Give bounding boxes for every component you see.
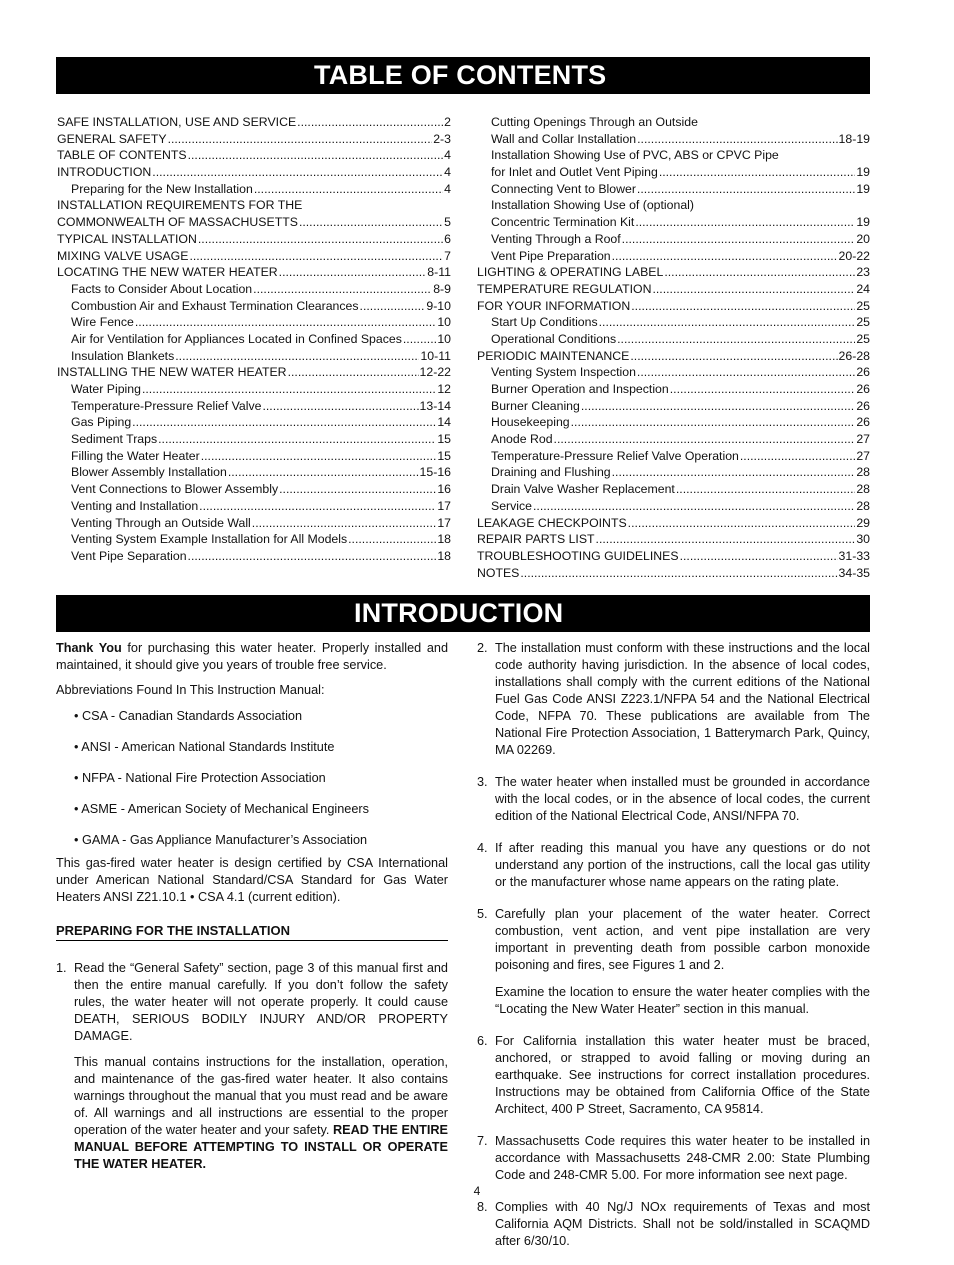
toc-dot-leader: [152, 165, 443, 179]
certification-paragraph: This gas-fired water heater is design certified by CSA International under American National Standard/CSA Standard for Gas Water Heaters ANSI Z21.10.1 • CSA 4.1 (current edition).: [56, 856, 448, 904]
toc-entry-page: 26: [856, 365, 870, 380]
toc-entry: [57, 349, 451, 366]
thank-you-paragraph: [56, 640, 448, 674]
toc-entry: [477, 465, 870, 482]
toc-entry: [477, 499, 870, 516]
toc-entry-page: 19: [856, 165, 870, 180]
toc-entry-title: Burner Operation and Inspection: [491, 382, 669, 396]
thank-you-bold: Thank You: [56, 641, 122, 655]
toc-entry-page: 19: [856, 215, 870, 230]
toc-entry-title: Start Up Conditions: [491, 315, 598, 330]
toc-entry: [477, 399, 870, 416]
toc-dot-leader: [637, 132, 837, 146]
toc-dot-leader: [571, 415, 856, 429]
toc-dot-leader: [612, 249, 838, 263]
toc-dot-leader: [279, 482, 436, 496]
toc-entry-title: Venting and Installation: [71, 498, 199, 513]
toc-entry-page: 27: [856, 448, 870, 463]
introduction-left-column: [56, 640, 448, 1173]
toc-entry-page: 15: [437, 448, 451, 463]
toc-entry-page: 15-16: [419, 465, 451, 480]
toc-entry-title: Venting System Example Installation for All Models: [71, 532, 348, 547]
toc-entry-title: LOCATING THE NEW WATER HEATER: [57, 265, 278, 280]
toc-dot-leader: [612, 465, 856, 479]
toc-entry-title: Vent Pipe Separation: [71, 548, 187, 563]
toc-entry-page: 18: [437, 548, 451, 563]
toc-entry-title: NOTES: [477, 565, 520, 580]
toc-entry: [477, 332, 870, 349]
toc-dot-leader: [617, 332, 855, 346]
toc-entry-title: Installation Showing Use of (optional): [491, 198, 695, 213]
toc-entry-page: 13-14: [419, 398, 451, 413]
toc-entry-title: Temperature-Pressure Relief Valve: [71, 398, 262, 413]
toc-entry: [477, 566, 870, 583]
toc-left-column: [57, 115, 451, 566]
toc-entry-title: Venting Through an Outside Wall: [71, 515, 251, 530]
toc-entry-page: 30: [856, 532, 870, 547]
toc-entry-page: 25: [856, 315, 870, 330]
toc-dot-leader: [680, 549, 838, 563]
item-1-warning-bold: READ THE ENTIRE MANUAL BEFORE ATTEMPTING TO INSTALL OR OPERATE THE WATER HEATER.: [74, 1123, 448, 1171]
toc-entry-page: 17: [437, 498, 451, 513]
toc-dot-leader: [262, 399, 418, 413]
toc-entry: [57, 182, 451, 199]
toc-dot-leader: [297, 115, 443, 129]
toc-entry-page: 5: [444, 215, 451, 230]
toc-dot-leader: [628, 516, 856, 530]
toc-title: TABLE OF CONTENTS: [314, 60, 607, 90]
toc-dot-leader: [652, 282, 855, 296]
toc-entry-page: 24: [856, 281, 870, 296]
toc-dot-leader: [659, 165, 856, 179]
toc-entry: [57, 432, 451, 449]
toc-entry-page: 6: [444, 231, 451, 246]
toc-entry: [477, 148, 870, 165]
toc-entry-page: 25: [856, 298, 870, 313]
toc-dot-leader: [599, 315, 856, 329]
preparing-installation-heading: PREPARING FOR THE INSTALLATION: [56, 922, 448, 941]
toc-entry: [477, 415, 870, 432]
toc-entry-page: 34-35: [838, 565, 870, 580]
toc-dot-leader: [622, 232, 856, 246]
toc-dot-leader: [581, 399, 855, 413]
toc-dot-leader: [554, 432, 856, 446]
toc-entry: [477, 115, 870, 132]
toc-entry-page: 18-19: [838, 131, 870, 146]
toc-entry-title: Vent Connections to Blower Assembly: [71, 482, 279, 497]
toc-entry: [57, 115, 451, 132]
toc-entry: [477, 265, 870, 282]
toc-entry-title: Venting System Inspection: [491, 365, 636, 380]
toc-entry-title: PERIODIC MAINTENANCE: [477, 348, 630, 363]
toc-entry-title: Insulation Blankets: [71, 348, 175, 363]
toc-dot-leader: [132, 415, 436, 429]
toc-dot-leader: [403, 332, 436, 346]
toc-entry: [477, 198, 870, 215]
toc-entry-title: INTRODUCTION: [57, 165, 152, 180]
toc-entry-page: 8-11: [427, 265, 451, 280]
toc-dot-leader: [252, 516, 437, 530]
toc-entry: [57, 449, 451, 466]
toc-dot-leader: [198, 232, 443, 246]
toc-entry-title: Wall and Collar Installation: [491, 131, 637, 146]
toc-entry: [477, 182, 870, 199]
toc-entry: [57, 549, 451, 566]
toc-entry-page: 10: [437, 315, 451, 330]
toc-entry: [477, 432, 870, 449]
toc-dot-leader: [740, 449, 855, 463]
toc-entry-title: Burner Cleaning: [491, 398, 580, 413]
toc-entry: [57, 249, 451, 266]
toc-entry-page: 28: [856, 498, 870, 513]
item-1-paragraph-1: Read the “General Safety” section, page 3 of this manual first and then the entire manual carefully. If you don’t follow the safety rules, the water heater will not operate properly. It could cause DEATH, SERIOUS BODILY INJURY AND/OR PROPERTY DAMAGE.: [74, 961, 448, 1043]
toc-entry-title: for Inlet and Outlet Vent Piping: [491, 165, 658, 180]
introduction-title-banner: [56, 595, 870, 632]
toc-dot-leader: [228, 465, 419, 479]
toc-dot-leader: [288, 365, 419, 379]
toc-entry: [57, 299, 451, 316]
toc-entry: [57, 132, 451, 149]
toc-entry-title: Vent Pipe Preparation: [491, 248, 611, 263]
introduction-title: INTRODUCTION: [354, 598, 564, 628]
toc-entry: [57, 499, 451, 516]
toc-entry-title: REPAIR PARTS LIST: [477, 532, 595, 547]
toc-entry: [57, 165, 451, 182]
toc-entry-title: Draining and Flushing: [491, 465, 611, 480]
toc-entry: [57, 148, 451, 165]
thank-you-text: for purchasing this water heater. Properly installed and maintained, it should give you years of trouble free service.: [56, 641, 448, 672]
toc-entry-title: Installation Showing Use of PVC, ABS or CPVC Pipe: [491, 148, 779, 163]
toc-entry-page: 26-28: [838, 348, 870, 363]
toc-entry-title: Blower Assembly Installation: [71, 465, 227, 480]
toc-entry-page: 4: [444, 148, 451, 163]
toc-entry-page: 29: [856, 515, 870, 530]
toc-entry-page: 20-22: [838, 248, 870, 263]
toc-entry: [57, 532, 451, 549]
toc-entry: [477, 482, 870, 499]
toc-entry-title: Water Piping: [71, 382, 141, 396]
toc-entry-title: FOR YOUR INFORMATION: [477, 298, 631, 313]
toc-entry-title: INSTALLING THE NEW WATER HEATER: [57, 365, 287, 380]
toc-entry: [477, 349, 870, 366]
toc-entry-page: 27: [856, 432, 870, 447]
toc-dot-leader: [631, 299, 855, 313]
toc-entry-title: Air for Ventilation for Appliances Located in Confined Spaces: [71, 331, 402, 346]
toc-entry: [477, 315, 870, 332]
toc-entry-page: 17: [437, 515, 451, 530]
toc-entry: [477, 516, 870, 533]
toc-right-column: [477, 115, 870, 582]
toc-entry: [57, 382, 451, 399]
toc-entry: [477, 232, 870, 249]
toc-entry-title: GENERAL SAFETY: [57, 131, 167, 146]
toc-entry: [477, 365, 870, 382]
toc-dot-leader: [158, 432, 436, 446]
toc-entry-page: 4: [444, 181, 451, 196]
toc-entry-page: 20: [856, 231, 870, 246]
toc-entry-page: 12: [437, 382, 451, 396]
toc-entry: [57, 482, 451, 499]
toc-entry: [57, 365, 451, 382]
abbreviation-item: • ASME - American Society of Mechanical Engineers: [74, 802, 369, 816]
toc-dot-leader: [635, 215, 855, 229]
toc-entry: [477, 282, 870, 299]
numbered-item-6: 6. For California installation this water heater must be braced, anchored, or strapped to avoid falling or moving during an earthquake. See instructions for correct installation procedures. Instructions may be obtained from California Office of the State Architect, 400 P Street, Sacramento, CA 95814.: [477, 1034, 870, 1116]
toc-entry-title: Cutting Openings Through an Outside: [491, 115, 698, 129]
toc-dot-leader: [135, 315, 436, 329]
toc-entry: [57, 399, 451, 416]
item-1-paragraph-2: This manual contains instructions for the installation, operation, and maintenance of the gas-fired water heater. It also contains warnings throughout the manual that you must read and be aware of. All warnings and all instructions are essential to the proper operation of the water heater and your safety. READ THE ENTIRE MANUAL BEFORE ATTEMPTING TO INSTALL OR OPERATE THE WATER HEATER.: [74, 1055, 448, 1171]
toc-dot-leader: [253, 282, 432, 296]
toc-dot-leader: [637, 365, 855, 379]
toc-dot-leader: [520, 566, 837, 580]
toc-entry-page: 4: [444, 165, 451, 180]
toc-dot-leader: [676, 482, 855, 496]
toc-entry-title: Concentric Termination Kit: [491, 215, 635, 230]
toc-dot-leader: [142, 382, 436, 396]
toc-entry-page: 12-22: [419, 365, 451, 380]
toc-entry-title: Housekeeping: [491, 415, 570, 430]
toc-entry: [57, 198, 451, 215]
toc-entry-title: SAFE INSTALLATION, USE AND SERVICE: [57, 115, 297, 129]
toc-entry-title: Drain Valve Washer Replacement: [491, 482, 675, 497]
toc-entry-title: Sediment Traps: [71, 432, 158, 447]
toc-entry-title: INSTALLATION REQUIREMENTS FOR THE: [57, 198, 303, 213]
toc-entry: [57, 465, 451, 482]
toc-entry: [477, 532, 870, 549]
toc-entry: [477, 215, 870, 232]
toc-entry-page: 10: [437, 331, 451, 346]
toc-dot-leader: [596, 532, 856, 546]
toc-entry-page: 28: [856, 482, 870, 497]
toc-dot-leader: [201, 449, 437, 463]
abbreviation-item: • CSA - Canadian Standards Association: [74, 709, 303, 723]
toc-entry-page: 7: [444, 248, 451, 263]
item-number: 1.: [56, 961, 67, 975]
numbered-item-5: 5. Carefully plan your placement of the water heater. Correct combustion, vent action, and vent pipe installation are very important in preventing death from possible carbon monoxide poisoning and fires, see Figures 1 and 2. Examine the location to ensure the water heater complies with the “Locating the New Water Heater” section in this manual.: [477, 907, 870, 1016]
toc-entry: [57, 315, 451, 332]
toc-dot-leader: [533, 499, 855, 513]
toc-entry-title: TROUBLESHOOTING GUIDELINES: [477, 548, 679, 563]
toc-entry: [477, 165, 870, 182]
toc-entry-title: Gas Piping: [71, 415, 132, 430]
toc-entry-title: LIGHTING & OPERATING LABEL: [477, 265, 664, 280]
page-number: 4: [473, 1184, 481, 1198]
abbreviation-item: • ANSI - American National Standards Institute: [74, 740, 335, 754]
toc-entry-page: 26: [856, 415, 870, 430]
numbered-item-1: [56, 960, 448, 1173]
toc-dot-leader: [175, 349, 419, 363]
toc-entry-title: Temperature-Pressure Relief Valve Operation: [491, 448, 739, 463]
introduction-right-column: [477, 640, 870, 1265]
toc-entry-title: Operational Conditions: [491, 331, 617, 346]
toc-entry: [477, 382, 870, 399]
toc-dot-leader: [279, 265, 427, 279]
toc-entry-page: 19: [856, 181, 870, 196]
toc-entry: [57, 232, 451, 249]
toc-entry-title: Filling the Water Heater: [71, 448, 200, 463]
numbered-item-3: 3. The water heater when installed must be grounded in accordance with the local codes, or in the absence of local codes, the current edition of the National Electrical Code, ANSI/NFPA 70.: [477, 775, 870, 823]
toc-dot-leader: [348, 532, 436, 546]
abbreviation-item: • GAMA - Gas Appliance Manufacturer’s Association: [74, 833, 368, 847]
toc-entry-page: 25: [856, 331, 870, 346]
toc-dot-leader: [188, 549, 437, 563]
toc-entry-page: 14: [437, 415, 451, 430]
toc-entry: [57, 516, 451, 533]
numbered-item-4: 4. If after reading this manual you have any questions or do not understand any portion of the instructions, call the local gas utility or the manufacturer whose name appears on the rating plate.: [477, 841, 870, 889]
toc-entry-title: TEMPERATURE REGULATION: [477, 281, 652, 296]
toc-dot-leader: [168, 132, 433, 146]
toc-entry-page: 16: [437, 482, 451, 497]
toc-entry-page: 10-11: [420, 348, 451, 363]
abbreviations-list: [56, 708, 448, 849]
toc-entry-title: Service: [491, 498, 533, 513]
numbered-item-8: 8. Complies with 40 Ng/J NOx requirements of Texas and most California AQM Districts. Shall not be sold/installed in SCAQMD after 6/30/10.: [477, 1200, 870, 1248]
toc-entry-title: MIXING VALVE USAGE: [57, 248, 189, 263]
toc-entry-title: Connecting Vent to Blower: [491, 181, 636, 196]
toc-entry-page: 26: [856, 382, 870, 396]
toc-entry: [477, 299, 870, 316]
toc-entry-page: 23: [856, 265, 870, 280]
toc-dot-leader: [188, 148, 444, 162]
toc-dot-leader: [664, 265, 855, 279]
toc-entry-title: TYPICAL INSTALLATION: [57, 231, 197, 246]
numbered-item-7: 7. Massachusetts Code requires this water heater to be installed in accordance with Massachusetts 248-CMR 2.00: State Plumbing Code and 248-CMR 5.00. For more information see next page.: [477, 1134, 870, 1182]
toc-dot-leader: [630, 349, 837, 363]
toc-dot-leader: [254, 182, 443, 196]
toc-entry-title: Combustion Air and Exhaust Termination Clearances: [71, 298, 359, 313]
toc-entry-title: Anode Rod: [491, 432, 553, 447]
toc-dot-leader: [670, 382, 856, 396]
toc-entry-page: 28: [856, 465, 870, 480]
toc-entry-page: 2-3: [433, 131, 451, 146]
toc-dot-leader: [199, 499, 436, 513]
toc-dot-leader: [637, 182, 855, 196]
item-5-extra: Examine the location to ensure the water heater complies with the “Locating the New Water Heater” section in this manual.: [495, 985, 870, 1016]
toc-entry-title: COMMONWEALTH OF MASSACHUSETTS: [57, 215, 298, 230]
toc-entry-title: TABLE OF CONTENTS: [57, 148, 187, 163]
toc-entry-page: 8-9: [433, 281, 451, 296]
toc-entry-page: 15: [437, 432, 451, 447]
toc-dot-leader: [189, 249, 443, 263]
toc-entry-page: 2: [444, 115, 451, 129]
toc-title-banner: [56, 57, 870, 94]
toc-entry-page: 18: [437, 532, 451, 547]
abbreviation-item: • NFPA - National Fire Protection Association: [74, 771, 326, 785]
toc-entry: [57, 215, 451, 232]
toc-entry: [57, 265, 451, 282]
toc-entry: [57, 282, 451, 299]
abbreviations-intro: Abbreviations Found In This Instruction Manual:: [56, 683, 325, 697]
toc-entry-title: Preparing for the New Installation: [71, 181, 253, 196]
toc-entry-page: 9-10: [426, 298, 451, 313]
toc-entry: [477, 549, 870, 566]
toc-dot-leader: [299, 215, 443, 229]
toc-entry-title: Wire Fence: [71, 315, 134, 330]
toc-entry: [57, 332, 451, 349]
toc-entry-title: Venting Through a Roof: [491, 231, 621, 246]
toc-entry-page: 26: [856, 398, 870, 413]
toc-dot-leader: [360, 299, 426, 313]
toc-entry: [477, 449, 870, 466]
toc-entry-title: LEAKAGE CHECKPOINTS: [477, 515, 627, 530]
toc-entry: [477, 249, 870, 266]
toc-entry: [57, 415, 451, 432]
toc-entry: [477, 132, 870, 149]
toc-entry-page: 31-33: [838, 548, 870, 563]
toc-entry-title: Facts to Consider About Location: [71, 281, 253, 296]
numbered-item-2: 2. The installation must conform with these instructions and the local code authority having jurisdiction. In the absence of local codes, installations shall comply with the current editions of the National Fuel Gas Code ANSI Z223.1/NFPA 54 and the National Electrical Code, NFPA 70. These publications are available from The National Fire Protection Association, 1 Batterymarch Park, Quincy, MA 02269.: [477, 641, 870, 757]
